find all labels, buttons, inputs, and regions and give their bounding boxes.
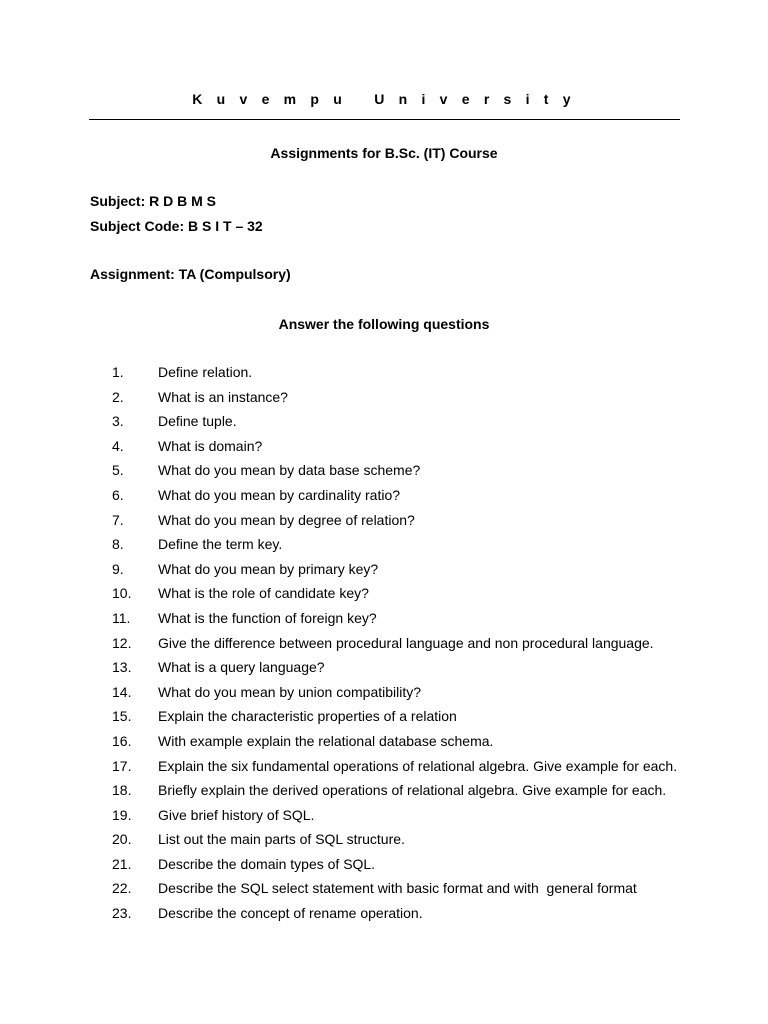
question-item [0, 387, 768, 412]
question-item [0, 878, 768, 903]
question-text: Describe the domain types of SQL. [158, 855, 376, 872]
question-number: 2. [112, 388, 124, 405]
question-number: 14. [112, 683, 132, 700]
question-number: 15. [112, 708, 132, 725]
question-number: 18. [112, 782, 132, 799]
question-number: 10. [112, 585, 132, 602]
assignment-line: Assignment: TA (Compulsory) [90, 266, 291, 282]
question-text: Define tuple. [158, 413, 237, 430]
question-item [0, 510, 768, 535]
question-item [0, 706, 768, 731]
question-text: What do you mean by union compatibility? [158, 683, 422, 700]
question-text: Give brief history of SQL. [158, 806, 315, 823]
question-number: 12. [112, 634, 132, 651]
subject-code-line: Subject Code: B S I T – 32 [90, 218, 263, 234]
question-text: Give the difference between procedural language and non procedural language. [158, 634, 654, 651]
question-item [0, 682, 768, 707]
question-item [0, 731, 768, 756]
question-list [0, 362, 768, 928]
question-item [0, 780, 768, 805]
question-text: What do you mean by data base scheme? [158, 462, 421, 479]
question-text: Describe the concept of rename operation. [158, 905, 423, 922]
question-item [0, 534, 768, 559]
question-number: 4. [112, 437, 124, 454]
question-number: 17. [112, 757, 132, 774]
question-item [0, 436, 768, 461]
question-number: 5. [112, 462, 124, 479]
question-text: Briefly explain the derived operations of relational algebra. Give example for each. [158, 782, 667, 799]
university-name: K u v e m p u U n i v e r s i t y [192, 91, 576, 107]
question-item [0, 559, 768, 584]
question-item [0, 633, 768, 658]
question-number: 6. [112, 486, 124, 503]
question-text: What is domain? [158, 437, 263, 454]
question-text: Explain the characteristic properties of a relation [158, 708, 457, 725]
question-number: 1. [112, 364, 124, 380]
course-title: Assignments for B.Sc. (IT) Course [270, 145, 498, 161]
subject-line: Subject: R D B M S [90, 193, 217, 209]
question-item [0, 485, 768, 510]
question-text: What is the role of candidate key? [158, 585, 369, 602]
question-text: What do you mean by primary key? [158, 560, 379, 577]
question-number: 23. [112, 905, 132, 922]
question-number: 20. [112, 831, 132, 848]
question-number: 7. [112, 511, 124, 528]
question-item [0, 829, 768, 854]
question-item [0, 657, 768, 682]
question-text: What do you mean by cardinality ratio? [158, 486, 401, 503]
question-text: Describe the SQL select statement with basic format and with general format [158, 880, 637, 897]
question-text: Explain the six fundamental operations of relational algebra. Give example for each. [158, 757, 678, 774]
question-number: 21. [112, 855, 132, 872]
question-text: What is an instance? [158, 388, 288, 405]
question-item [0, 854, 768, 879]
question-item [0, 362, 768, 387]
question-number: 16. [112, 732, 132, 749]
question-number: 19. [112, 806, 132, 823]
instructions-heading: Answer the following questions [278, 316, 490, 332]
question-number: 8. [112, 536, 124, 553]
question-item [0, 460, 768, 485]
question-number: 22. [112, 880, 132, 897]
question-number: 11. [112, 609, 131, 626]
question-item [0, 583, 768, 608]
question-item [0, 756, 768, 781]
question-item [0, 903, 768, 928]
question-text: List out the main parts of SQL structure. [158, 831, 405, 848]
question-text: What is the function of foreign key? [158, 609, 377, 626]
question-text: What do you mean by degree of relation? [158, 511, 415, 528]
question-text: With example explain the relational database schema. [158, 732, 494, 749]
question-item [0, 608, 768, 633]
question-text: Define relation. [158, 364, 253, 380]
question-item [0, 805, 768, 830]
question-text: Define the term key. [158, 536, 283, 553]
question-text: What is a query language? [158, 659, 325, 676]
question-number: 13. [112, 659, 132, 676]
question-number: 3. [112, 413, 124, 430]
question-number: 9. [112, 560, 124, 577]
question-item [0, 411, 768, 436]
header-divider [89, 119, 680, 120]
